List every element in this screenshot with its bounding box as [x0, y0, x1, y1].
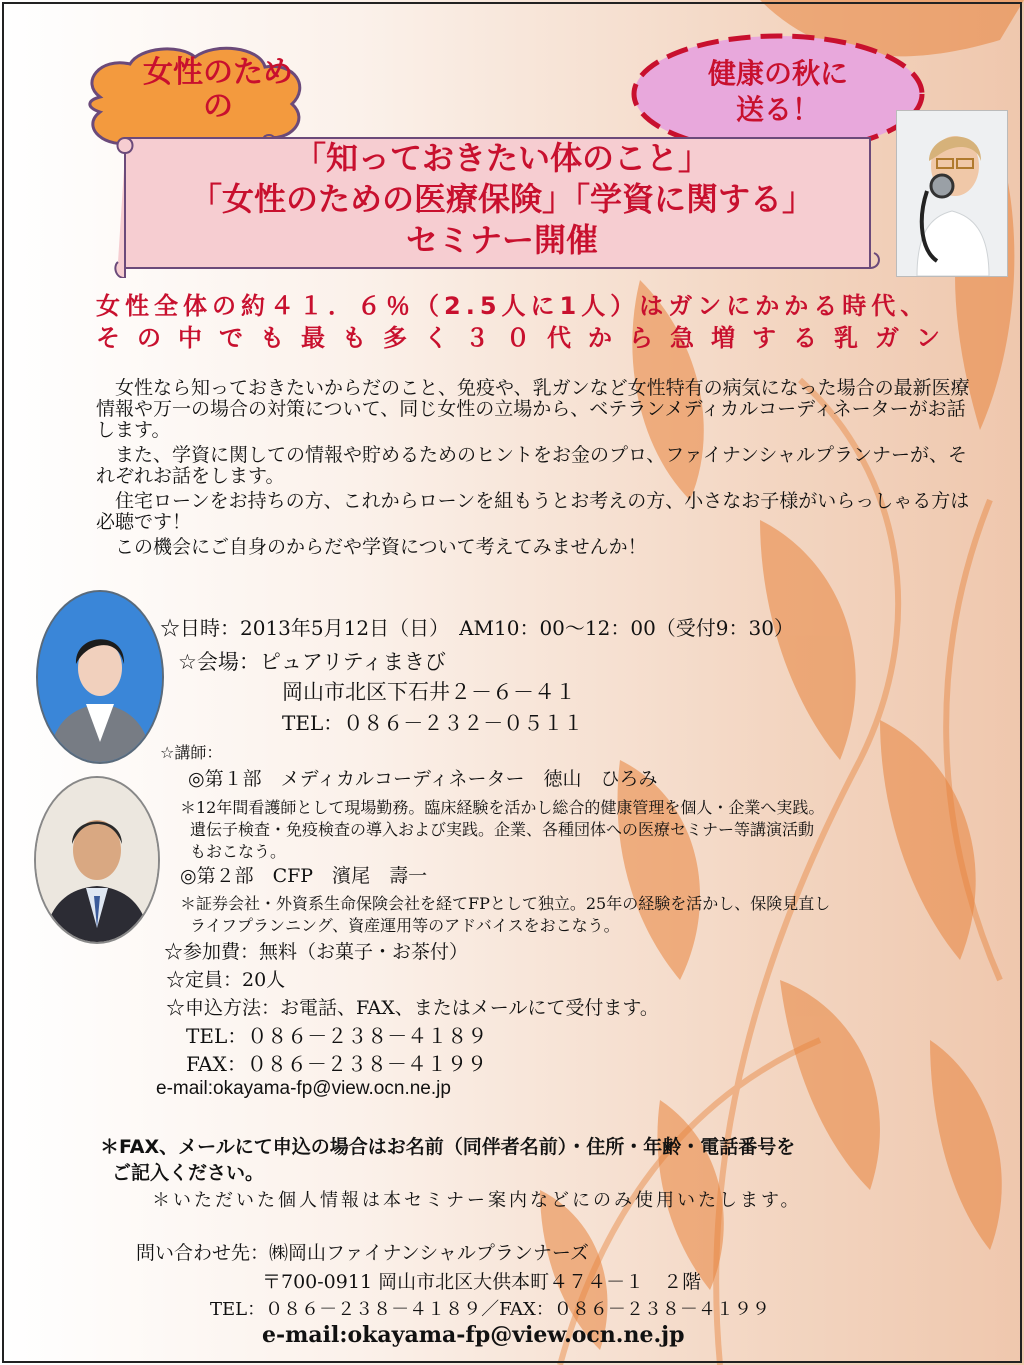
scroll-title-line-1: 「知っておきたい体のこと」 — [293, 139, 710, 177]
intro-paragraph-1: 女性なら知っておきたいからだのこと、免疫や、乳ガンなど女性特有の病気になった場合の最新医療情報や万一の場合の対策について、同じ女性の立場から、ベテランメディカルコーディネーターがお話します。 — [96, 377, 970, 441]
note-1: ＊FAX、メールにて申込の場合はお名前（同伴者名前）・住所・年齢・電話番号を — [100, 1136, 796, 1158]
contact-email[interactable]: e-mail:okayama-fp@view.ocn.ne.jp — [262, 1322, 685, 1348]
note-2: ご記入ください。 — [112, 1162, 265, 1184]
lecturer-1-note-3: もおこなう。 — [190, 842, 287, 861]
event-datetime: ☆日時：2013年5月12日（日） AM10：00〜12：00（受付9：30） — [160, 616, 794, 640]
intro-text — [96, 378, 976, 558]
contact-phone-fax: TEL：０８６－２３８－４１８９／FAX：０８６－２３８－４１９９ — [210, 1299, 770, 1320]
lecturer-2-note-1: ＊証券会社・外資系生命保険会社を経てFPとして独立。25年の経験を活かし、保険見直し — [180, 894, 831, 913]
contact-company: 問い合わせ先：㈱岡山ファイナンシャルプランナーズ — [136, 1242, 589, 1264]
application-tel: TEL：０８６－２３８－４１８９ — [186, 1024, 488, 1048]
headline-line-2: その中でも最も多く３０代から急増する乳ガン — [96, 324, 957, 352]
doctor-photo — [896, 110, 1008, 277]
intro-paragraph-3: 住宅ローンをお持ちの方、これからローンを組もうとお考えの方、小さなお子様がいらっしゃる方は必聴です！ — [96, 490, 970, 533]
event-venue: ☆会場：ピュアリティまきび — [178, 650, 446, 674]
lecturers-label: ☆講師： — [160, 743, 223, 762]
application-email[interactable]: e-mail:okayama-fp@view.ocn.ne.jp — [156, 1078, 451, 1099]
note-3: ＊いただいた個人情報は本セミナー案内などにのみ使用いたします。 — [152, 1190, 802, 1211]
cloud-line-2: の — [203, 89, 233, 124]
participation-fee: ☆参加費：無料（お菓子・お茶付） — [164, 941, 469, 963]
capacity: ☆定員：20人 — [166, 969, 286, 991]
application-fax: FAX：０８６－２３８－４１９９ — [186, 1052, 487, 1076]
lecturer-2-title: ◎第２部 CFP 濱尾 壽一 — [180, 865, 428, 887]
lecturer-1-title: ◎第１部 メディカルコーディネーター 徳山 ひろみ — [188, 768, 658, 790]
lecturer-1-note-2: 遺伝子検査・免疫検査の導入および実践。企業、各種団体への医療セミナー等講演活動 — [190, 820, 815, 839]
lecturer-2-note-2: ライフプランニング、資産運用等のアドバイスをおこなう。 — [190, 916, 620, 935]
oval-line-2: 送る！ — [735, 93, 820, 126]
contact-address: 〒700-0911 岡山市北区大供本町４７４－１ ２階 — [262, 1271, 702, 1293]
scroll-title-line-2: 「女性のための医療保険」「学資に関する」 — [189, 180, 814, 218]
lecturer-1-photo — [36, 590, 164, 764]
intro-paragraph-2: また、学資に関しての情報や貯めるためのヒントをお金のプロ、ファイナンシャルプランナーが、それぞれお話をします。 — [96, 444, 968, 487]
scroll-title-line-3: セミナー開催 — [405, 221, 598, 259]
lecturer-2-photo — [34, 776, 160, 944]
headline-line-1: 女性全体の約４１．６％（2.5人に1人）はガンにかかる時代、 — [96, 292, 930, 320]
oval-line-1: 健康の秋に — [707, 57, 848, 90]
application-method: ☆申込方法：お電話、FAX、またはメールにて受付ます。 — [166, 997, 659, 1019]
lecturer-1-note-1: ＊12年間看護師として現場勤務。臨床経験を活かし総合的健康管理を個人・企業へ実践。 — [180, 798, 825, 817]
event-address: 岡山市北区下石井２－６－４１ — [282, 680, 576, 704]
cloud-line-1: 女性のため — [143, 55, 293, 90]
intro-paragraph-4: この機会にご自身のからだや学資について考えてみませんか！ — [115, 536, 647, 558]
venue-tel: TEL：０８６－２３２－０５１１ — [282, 711, 584, 735]
